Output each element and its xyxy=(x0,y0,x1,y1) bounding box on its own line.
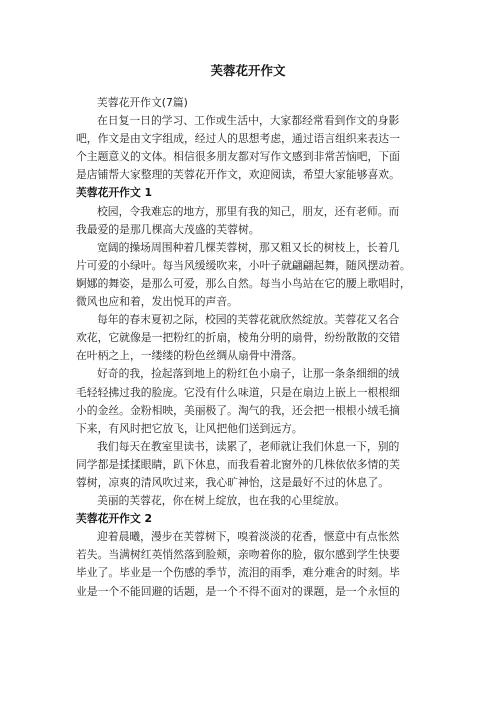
text-line: 个主题意义的文体。相信很多朋友都对写作文感到非常苦恼吧，下面 xyxy=(76,150,400,164)
text-line: 吧，作文是由文字组成，经过人的思想考虑，通过语言组织来表达一 xyxy=(76,132,400,146)
document-title: 芙蓉花开作文 xyxy=(210,63,286,78)
text-line: 迎着晨曦，漫步在芙蓉树下，嗅着淡淡的花香，惬意中有点怅然 xyxy=(97,530,400,544)
text-line: 业是一个不能回避的话题，是一个不得不面对的课题，是一个永恒的 xyxy=(76,584,400,598)
text-line: 婀娜的舞姿，是那么可爱，那么自然。每当小鸟站在它的腰上歌唱时， xyxy=(76,276,411,290)
text-line: 美丽的芙蓉花，你在树上绽放，也在我的心里绽放。 xyxy=(97,494,346,508)
text-line: 我最爱的是那几棵高大茂盛的芙蓉树。 xyxy=(76,222,260,236)
text-line: 毛轻轻拂过我的脸庞。它没有什么味道，只是在扇边上嵌上一根根细 xyxy=(76,385,400,399)
text-line: 我们每天在教室里读书，读累了，老师就让我们休息一下，别的 xyxy=(97,439,400,453)
text-line: 毕业了。毕业是一个伤感的季节，流泪的雨季，难分难舍的时刻。毕 xyxy=(76,566,400,580)
text-line: 若失。当满树红英悄然落到脸颊，亲吻着你的脸，俶尔感到学生快要 xyxy=(76,548,400,562)
text-line: 每年的春末夏初之际，校园的芙蓉花就欣然绽放。芙蓉花又名合 xyxy=(97,313,400,327)
text-line: 欢花，它就像是一把粉红的折扇，棱角分明的扇骨，纷纷散散的交错 xyxy=(76,331,400,345)
text-line: 在日复一日的学习、工作或生活中，大家都经常看到作文的身影 xyxy=(97,114,400,128)
text-line: 芙蓉花开作文(7篇) xyxy=(97,96,188,109)
text-line: 好奇的我，捡起落到地上的粉红色小扇子，让那一条条细细的绒 xyxy=(97,367,400,381)
section-heading: 芙蓉花开作文 2 xyxy=(76,512,153,526)
text-line: 片可爱的小绿叶。每当风缓缓吹来，小叶子就翩翩起舞，随风摆动着。 xyxy=(76,258,411,272)
text-line: 宽阔的操场周围种着几棵芙蓉树，那又粗又长的树枝上，长着几 xyxy=(97,240,400,254)
text-line: 小的金丝。金粉相映，美丽极了。淘气的我，还会把一根根小绒毛摘 xyxy=(76,403,400,417)
text-line: 校园，令我难忘的地方，那里有我的知己，朋友，还有老师。而 xyxy=(97,204,400,218)
text-line: 下来，有风时把它放飞，让风把他们送到远方。 xyxy=(76,421,303,435)
document-body xyxy=(76,94,424,601)
text-line: 蓉树，凉爽的清风吹过来，我心旷神怡，这是最好不过的休息了。 xyxy=(76,475,390,489)
text-line: 微风也应和着，发出悦耳的声音。 xyxy=(76,295,238,309)
text-line: 在叶柄之上，一缕缕的粉色丝绸从扇骨中滑落。 xyxy=(76,349,303,363)
section-heading: 芙蓉花开作文 1 xyxy=(76,186,153,200)
text-line: 是店铺帮大家整理的芙蓉花开作文，欢迎阅读，希望大家能够喜欢。 xyxy=(76,168,400,182)
text-line: 同学都是揉揉眼睛，趴下休息，而我看着北窗外的几株依依多情的芙 xyxy=(76,457,400,471)
